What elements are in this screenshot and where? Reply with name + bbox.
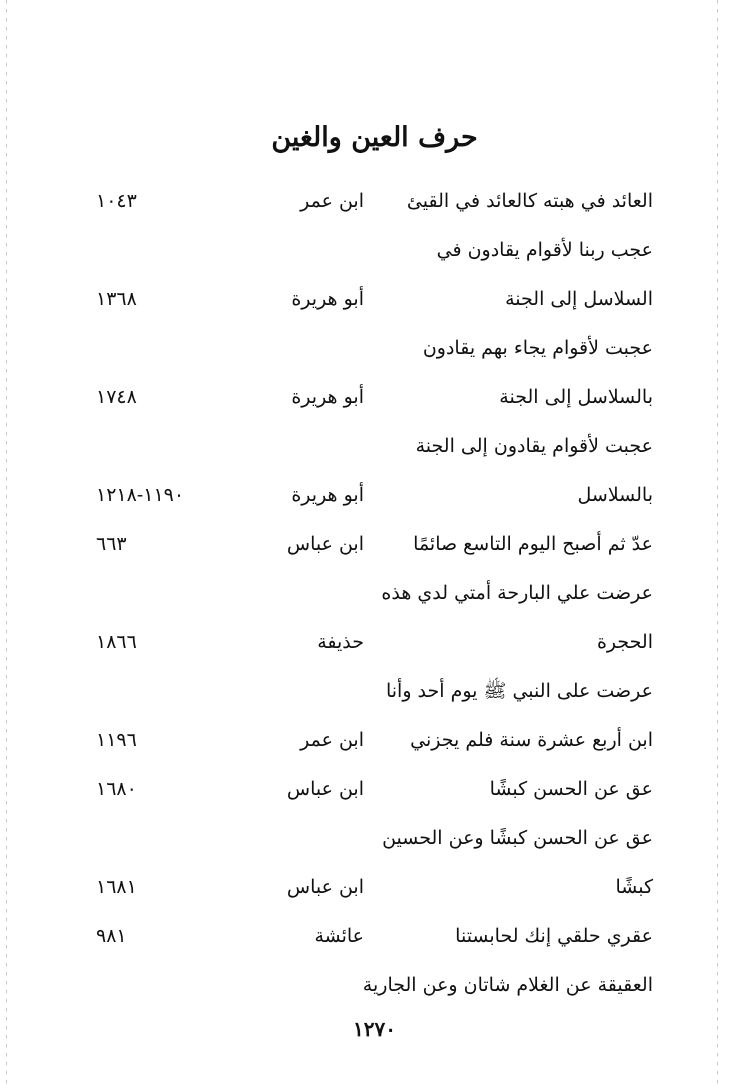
index-row [0,425,749,474]
hadith-number: ١٣٦٨ [96,288,137,310]
narrator: ابن عمر [300,729,364,751]
hadith-text: عق عن الحسن كبشًا [489,778,653,800]
narrator: ابن عمر [300,190,364,212]
index-row [0,180,749,229]
hadith-text: العائد في هبته كالعائد في القيئ [406,190,653,212]
hadith-text: الحجرة [596,631,653,653]
index-row [0,474,749,523]
hadith-index-list [0,180,749,1013]
hadith-text: بالسلاسل إلى الجنة [499,386,653,408]
index-row [0,523,749,572]
hadith-text: عرضت على النبي ﷺ يوم أحد وأنا [385,680,653,702]
index-row [0,621,749,670]
hadith-text: عرضت علي البارحة أمتي لدي هذه [381,582,653,604]
hadith-text: عجبت لأقوام يجاء بهم يقادون [422,337,653,359]
hadith-text: عجبت لأقوام يقادون إلى الجنة [415,435,653,457]
hadith-text: عدّ ثم أصبح اليوم التاسع صائمًا [413,533,653,555]
hadith-text: كبشًا [615,876,653,898]
narrator: عائشة [314,925,364,947]
hadith-number: ١٧٤٨ [96,386,137,408]
hadith-number: ٩٨١ [96,925,127,947]
hadith-number: ١١٩٠-١٢١٨ [96,484,185,506]
hadith-number: ١٦٨١ [96,876,137,898]
page-number: ١٢٧٠ [353,1017,396,1041]
section-title: حرف العين والغين [271,122,478,153]
narrator: أبو هريرة [291,386,364,408]
index-row [0,866,749,915]
narrator: أبو هريرة [291,288,364,310]
index-row [0,817,749,866]
hadith-number: ١١٩٦ [96,729,137,751]
hadith-number: ١٨٦٦ [96,631,137,653]
index-row [0,768,749,817]
index-row [0,229,749,278]
hadith-number: ١٠٤٣ [96,190,137,212]
index-row [0,719,749,768]
hadith-text: عق عن الحسن كبشًا وعن الحسين [382,827,653,849]
hadith-text: العقيقة عن الغلام شاتان وعن الجارية [362,974,653,996]
index-row [0,670,749,719]
index-row [0,964,749,1013]
index-row [0,572,749,621]
narrator: أبو هريرة [291,484,364,506]
narrator: ابن عباس [286,533,364,555]
index-row [0,915,749,964]
index-row [0,278,749,327]
narrator: ابن عباس [286,876,364,898]
hadith-number: ٦٦٣ [96,533,127,555]
hadith-number: ١٦٨٠ [96,778,137,800]
hadith-text: عجب ربنا لأقوام يقادون في [436,239,653,261]
hadith-text: عقري حلقي إنك لحابستنا [455,925,653,947]
hadith-text: ابن أربع عشرة سنة فلم يجزني [410,729,653,751]
index-row [0,376,749,425]
index-row [0,327,749,376]
hadith-text: السلاسل إلى الجنة [505,288,653,310]
narrator: حذيفة [317,631,364,653]
narrator: ابن عباس [286,778,364,800]
hadith-text: بالسلاسل [577,484,653,506]
